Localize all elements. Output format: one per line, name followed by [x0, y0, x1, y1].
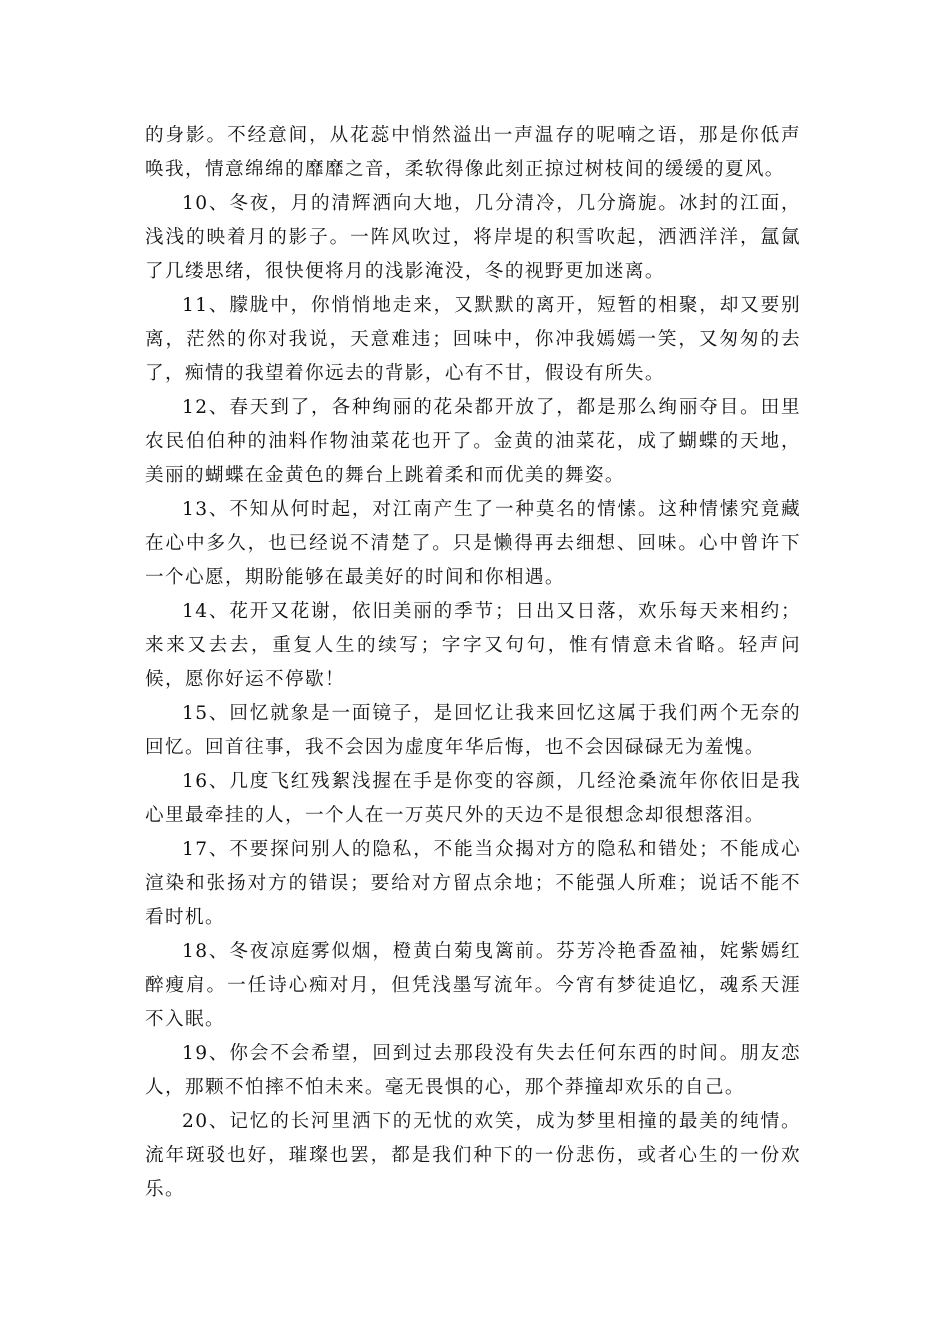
- document-body: [145, 119, 801, 1207]
- paragraph-13: 13、不知从何时起，对江南产生了一种莫名的情愫。这种情愫究竟藏在心中多久，也已经说不清楚了。只是懒得再去细想、回味。心中曾许下一个心愿，期盼能够在最美好的时间和你相遇。: [145, 499, 801, 588]
- paragraph-10: 10、冬夜，月的清辉洒向大地，几分清冷，几分旖旎。冰封的江面，浅浅的映着月的影子。一阵风吹过，将岸堤的积雪吹起，洒洒洋洋，氲氤了几缕思绪，很快便将月的浅影淹没，冬的视野更加迷离。: [145, 193, 801, 282]
- paragraph-15: 15、回忆就象是一面镜子，是回忆让我来回忆这属于我们两个无奈的回忆。回首往事，我不会因为虚度年华后悔，也不会因碌碌无为羞愧。: [145, 703, 801, 758]
- paragraph-19: 19、你会不会希望，回到过去那段没有失去任何东西的时间。朋友恋人，那颗不怕摔不怕未来。毫无畏惧的心，那个莽撞却欢乐的自己。: [145, 1043, 801, 1098]
- paragraph-14: 14、花开又花谢，依旧美丽的季节；日出又日落，欢乐每天来相约；来来又去去，重复人生的续写；字字又句句，惟有情意未省略。轻声问候，愿你好运不停歇！: [145, 601, 801, 690]
- paragraph-12: 12、春天到了，各种绚丽的花朵都开放了，都是那么绚丽夺目。田里农民伯伯种的油料作物油菜花也开了。金黄的油菜花，成了蝴蝶的天地，美丽的蝴蝶在金黄色的舞台上跳着柔和而优美的舞姿。: [145, 397, 801, 486]
- paragraph-11: 11、朦胧中，你悄悄地走来，又默默的离开，短暂的相聚，却又要别离，茫然的你对我说，天意难违；回味中，你冲我嫣嫣一笑，又匆匆的去了，痴情的我望着你远去的背影，心有不甘，假设有所失。: [145, 295, 801, 384]
- paragraph-continuation: 的身影。不经意间，从花蕊中悄然溢出一声温存的呢喃之语，那是你低声唤我，情意绵绵的靡靡之音，柔软得像此刻正掠过树枝间的缓缓的夏风。: [145, 125, 801, 180]
- paragraph-17: 17、不要探问别人的隐私，不能当众揭对方的隐私和错处；不能成心渲染和张扬对方的错误；要给对方留点余地；不能强人所难；说话不能不看时机。: [145, 839, 801, 928]
- paragraph-18: 18、冬夜凉庭雾似烟，橙黄白菊曳篱前。芬芳冷艳香盈袖，姹紫嫣红醉瘦肩。一任诗心痴对月，但凭浅墨写流年。今宵有梦徒追忆，魂系天涯不入眠。: [145, 941, 801, 1030]
- paragraph-16: 16、几度飞红残絮浅握在手是你变的容颜，几经沧桑流年你依旧是我心里最牵挂的人，一个人在一万英尺外的天边不是很想念却很想落泪。: [145, 771, 801, 826]
- paragraph-20: 20、记忆的长河里洒下的无忧的欢笑，成为梦里相撞的最美的纯情。流年斑驳也好，璀璨也罢，都是我们种下的一份悲伤，或者心生的一份欢乐。: [145, 1111, 801, 1200]
